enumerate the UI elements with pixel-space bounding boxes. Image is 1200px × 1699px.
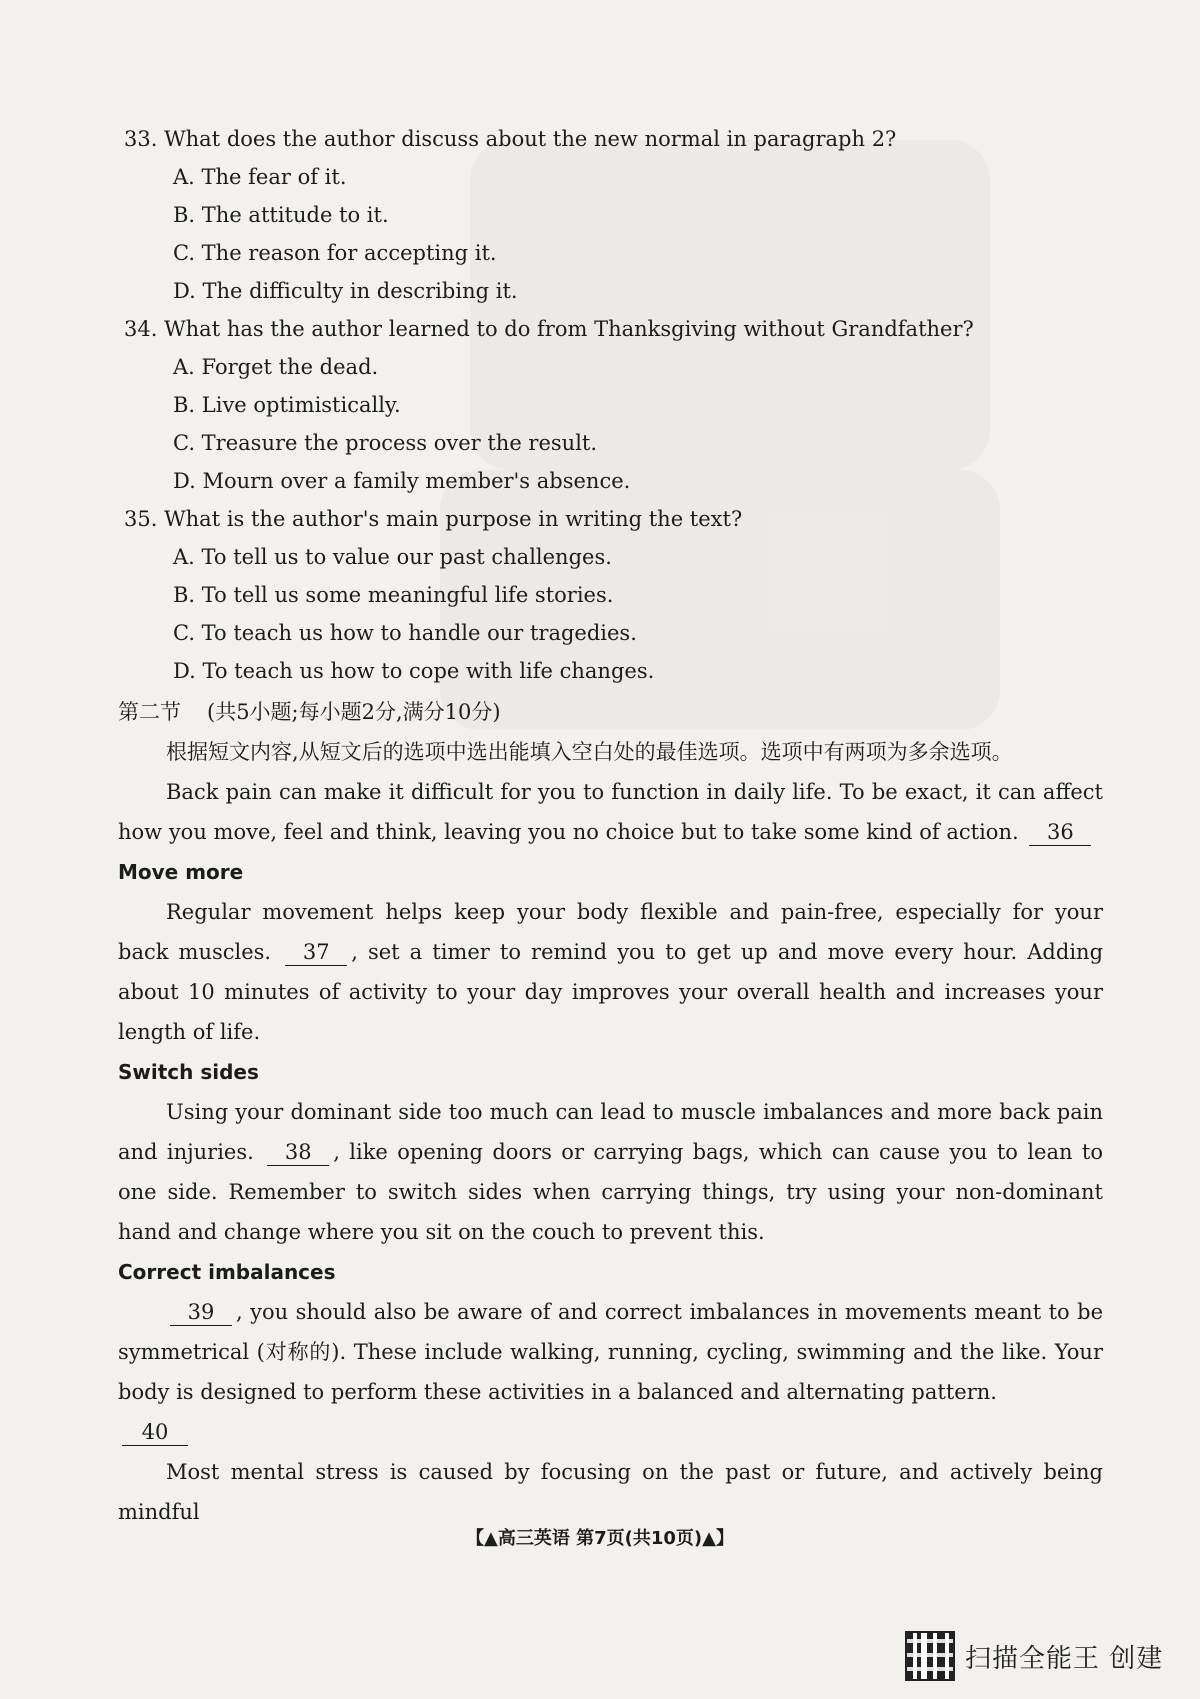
blank-40[interactable]: 40 xyxy=(122,1419,188,1446)
switch-text-a: Using your dominant side too much can lead to muscle imbalances and more back pain and injuries. xyxy=(118,1100,1103,1164)
blank-38[interactable]: 38 xyxy=(267,1139,329,1166)
option-b: B. The attitude to it. xyxy=(173,203,389,227)
paragraph-switch-sides xyxy=(118,1092,1103,1252)
question-35 xyxy=(118,500,1103,690)
question-34 xyxy=(118,310,1103,500)
paragraph-last: Most mental stress is caused by focusing on the past or future, and actively being mindful xyxy=(118,1460,1103,1524)
blank-39[interactable]: 39 xyxy=(170,1299,232,1326)
option-a: A. Forget the dead. xyxy=(173,355,379,379)
question-stem: 34. What has the author learned to do from Thanksgiving without Grandfather? xyxy=(124,317,974,341)
option-b: B. Live optimistically. xyxy=(173,393,401,417)
option-a: A. To tell us to value our past challenges. xyxy=(173,545,612,569)
intro-text: Back pain can make it difficult for you to function in daily life. To be exact, it can affect how you move, feel and think, leaving you no choice but to take some kind of action. xyxy=(118,780,1103,844)
blank-40-line xyxy=(118,1412,1103,1452)
option-c: C. To teach us how to handle our tragedies. xyxy=(173,621,637,645)
subheading-move-more: Move more xyxy=(118,860,244,884)
move-more-text-a: Regular movement helps keep your body flexible and pain-free, especially for your back muscles. xyxy=(118,900,1103,964)
blank-36[interactable]: 36 xyxy=(1029,819,1091,846)
option-b: B. To tell us some meaningful life stories. xyxy=(173,583,614,607)
scanner-watermark xyxy=(905,1630,1163,1682)
option-c: C. The reason for accepting it. xyxy=(173,241,497,265)
option-c: C. Treasure the process over the result. xyxy=(173,431,598,455)
move-more-text-b: , set a timer to remind you to get up and move every hour. Adding about 10 minutes of activity to your day improves your overall health and increases your length of life. xyxy=(118,940,1104,1044)
option-a: A. The fear of it. xyxy=(173,165,347,189)
paragraph-correct-imbalances xyxy=(118,1292,1103,1412)
question-stem: 33. What does the author discuss about the new normal in paragraph 2? xyxy=(124,127,897,151)
page-footer: 【▲高三英语 第7页(共10页)▲】 xyxy=(466,1528,734,1549)
blank-37[interactable]: 37 xyxy=(285,939,347,966)
qr-code-icon xyxy=(905,1631,955,1681)
option-d: D. Mourn over a family member's absence. xyxy=(173,469,631,493)
scanner-label: 扫描全能王 创建 xyxy=(965,1643,1164,1674)
subheading-correct-imbalances: Correct imbalances xyxy=(118,1260,336,1284)
subheading-switch-sides: Switch sides xyxy=(118,1060,259,1084)
section-instruction: 根据短文内容,从短文后的选项中选出能填入空白处的最佳选项。选项中有两项为多余选项。 xyxy=(166,740,1013,764)
section-title: 第二节 xyxy=(118,700,181,724)
passage-intro xyxy=(118,772,1103,852)
question-33 xyxy=(118,120,1103,310)
paragraph-move-more xyxy=(118,892,1103,1052)
correct-text: , you should also be aware of and correct imbalances in movements meant to be symmetrical (对称的). These include walking, running, cycling, swimming and the like. Your body is designed to perform these activities in a balanced and alternating pattern. xyxy=(118,1300,1103,1404)
page-content xyxy=(118,120,1103,1532)
section-points: (共5小题;每小题2分,满分10分) xyxy=(207,700,501,724)
question-stem: 35. What is the author's main purpose in writing the text? xyxy=(124,507,743,531)
option-d: D. The difficulty in describing it. xyxy=(173,279,518,303)
section-heading xyxy=(118,692,1103,732)
switch-text-b: , like opening doors or carrying bags, which can cause you to lean to one side. Remember to switch sides when carrying things, try using your non-dominant hand and change where you sit on the couch to prevent this. xyxy=(118,1140,1103,1244)
option-d: D. To teach us how to cope with life changes. xyxy=(173,659,655,683)
